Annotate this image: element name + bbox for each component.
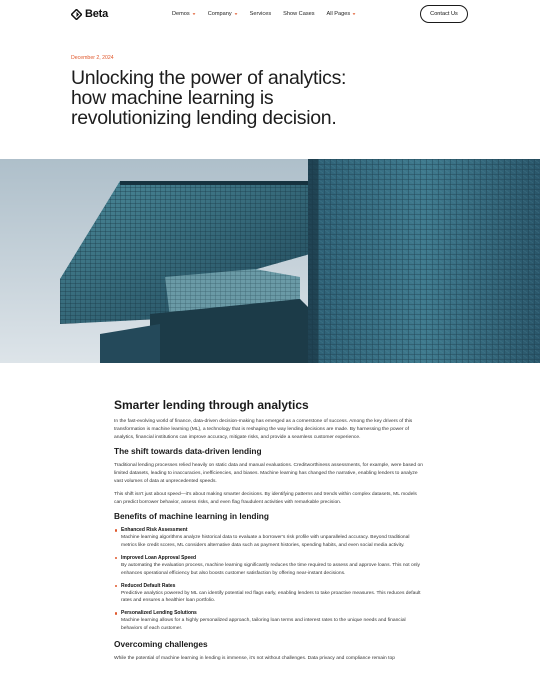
list-item-text: Machine learning allows for a highly personalized approach, tailoring loan terms and interest rates to the unique needs and financial behaviors of each customer. xyxy=(121,618,406,631)
list-item xyxy=(114,527,426,550)
list-item-title: Reduced Default Rates xyxy=(121,582,176,589)
page-title: Unlocking the power of analytics: how machine learning is revolutionizing lending decision. xyxy=(71,67,347,129)
list-item-text: Predictive analytics powered by ML can identify potential red flags early, enabling lenders to take proactive measures. This reduces default rates and ensures a healthier loan portfolio. xyxy=(121,590,421,604)
nav-item-company[interactable] xyxy=(208,11,238,17)
brand-logo[interactable] xyxy=(71,8,108,20)
article-heading: Smarter lending through analytics xyxy=(114,398,309,412)
benefits-list xyxy=(114,527,426,632)
shift-paragraph-2: This shift isn't just about speed—it's about making smarter decisions. By identifying patterns and trends within complex datasets, ML models can predict borrower behavior, assess risks, and even flag fraudulent activities with remarkable precision. xyxy=(114,491,417,505)
caret-down-icon xyxy=(352,12,356,16)
intro-paragraph: In the fast-evolving world of finance, data-driven decision-making has emerged as a cornerstone of success. Among the key drivers of this transformation is machine learning (ML), a technology that is reshaping the way lending decisions are made. By harnessing the power of analytics, financial institutions can improve accuracy, mitigate risks, and provide a seamless customer experience. xyxy=(114,419,413,440)
list-item-title: Enhanced Risk Assessment xyxy=(121,527,188,534)
hero-image xyxy=(0,159,540,363)
shift-paragraph-1: Traditional lending processes relied heavily on static data and manual evaluations. Creditworthiness assessments, for example, were based on limited datasets, leading to inaccuracies, inefficiencies, and biases. Machine learning has changed the narrative, enabling lenders to analyze vast volumes of data at unprecedented speeds. xyxy=(114,463,423,484)
bullet-dot-icon xyxy=(115,557,117,559)
nav-item-label: Company xyxy=(207,11,232,17)
list-item xyxy=(114,555,426,578)
nav-item-label: Services xyxy=(249,11,272,17)
article-body xyxy=(114,398,426,668)
nav-item-label: All Pages xyxy=(326,11,351,17)
list-item-text: By automating the evaluation process, machine learning significantly reduces the time required to assess and approve loans. This not only enhances operational efficiency but also boosts customer satisfaction by offering near-instant decisions. xyxy=(121,562,420,576)
section-heading-shift: The shift towards data-driven lending xyxy=(114,446,262,457)
nav-item-show-cases[interactable] xyxy=(283,11,314,17)
top-navigation xyxy=(0,0,540,30)
bullet-dot-icon xyxy=(115,585,117,587)
bullet-dot-icon xyxy=(115,612,117,614)
section-heading-challenges: Overcoming challenges xyxy=(114,638,208,649)
architecture-photo xyxy=(0,159,540,363)
nav-item-demos[interactable] xyxy=(172,11,196,17)
caret-down-icon xyxy=(192,12,196,16)
main-menu xyxy=(172,11,356,17)
caret-down-icon xyxy=(234,12,238,16)
list-item-text: Machine learning algorithms analyze historical data to evaluate a borrower's risk profile with unparalleled accuracy. Beyond traditional metrics like credit scores, ML considers alternative data such as payment histories, spending habits, and even social media activity. xyxy=(121,535,410,549)
challenges-paragraph: While the potential of machine learning in lending is immense, it's not without challenges. Data privacy and compliance remain top xyxy=(114,655,395,661)
nav-item-services[interactable] xyxy=(250,11,271,17)
nav-item-label: Demos xyxy=(172,11,190,17)
bullet-dot-icon xyxy=(115,529,117,531)
post-date: December 2, 2024 xyxy=(71,55,114,61)
contact-us-button[interactable]: Contact Us xyxy=(420,5,468,23)
brand-name: Beta xyxy=(85,8,109,20)
nav-item-all-pages[interactable] xyxy=(327,11,357,17)
list-item xyxy=(114,610,426,633)
logo-diamond-icon xyxy=(71,9,82,20)
section-heading-benefits: Benefits of machine learning in lending xyxy=(114,511,269,522)
list-item-title: Personalized Lending Solutions xyxy=(121,610,197,617)
list-item-title: Improved Loan Approval Speed xyxy=(121,554,197,561)
list-item xyxy=(114,583,426,606)
nav-item-label: Show Cases xyxy=(283,11,315,17)
